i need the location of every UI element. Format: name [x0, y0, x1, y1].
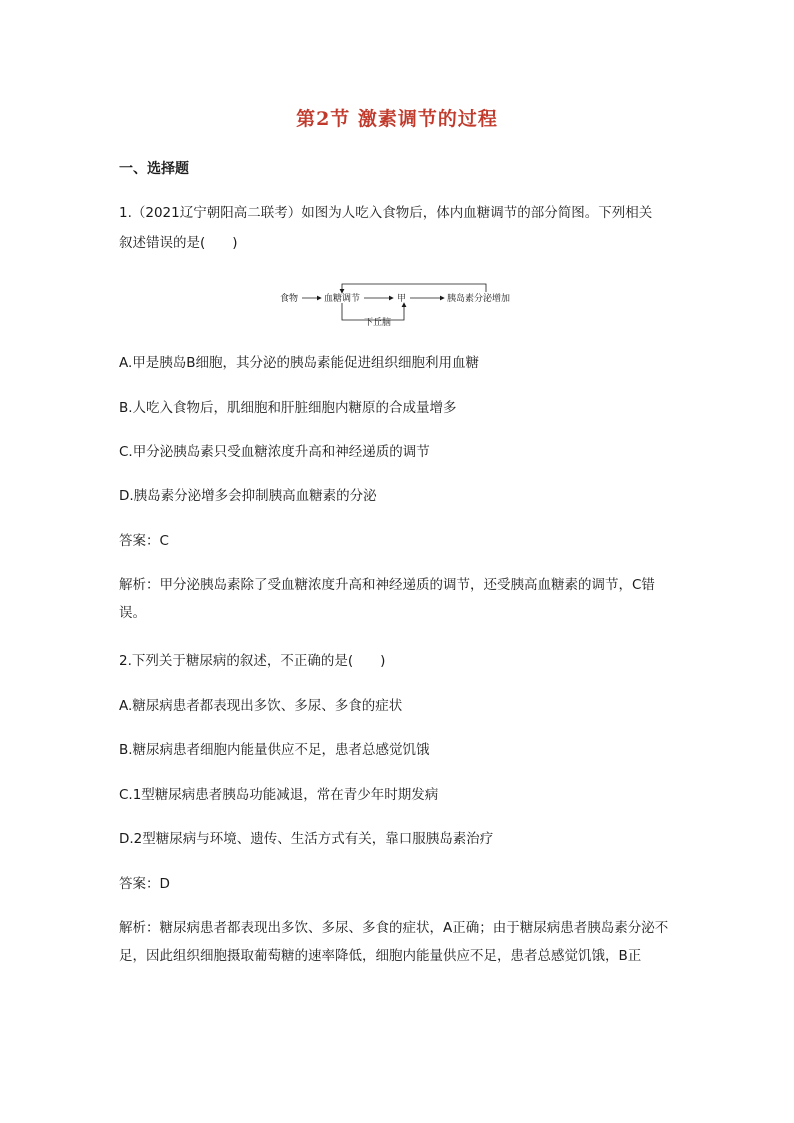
q1-stem-line2: 叙述错误的是( ) [119, 235, 238, 251]
q1-answer: 答案：C [119, 533, 169, 549]
blood-sugar-diagram [280, 282, 530, 328]
q1-option-d: D.胰岛素分泌增多会抑制胰高血糖素的分泌 [119, 488, 377, 504]
q1-stem-line1: 1.（2021辽宁朝阳高二联考）如图为人吃入食物后，体内血糖调节的部分简图。下列相关 [119, 205, 653, 221]
q1-option-b: B.人吃入食物后，肌细胞和肝脏细胞内糖原的合成量增多 [119, 400, 457, 416]
section-heading: 一、选择题 [119, 161, 189, 177]
diagram-food: 食物 [280, 294, 299, 304]
diagram-hypothalamus: 下丘脑 [364, 318, 392, 328]
q2-stem: 2.下列关于糖尿病的叙述，不正确的是( ) [119, 653, 386, 669]
page-title: 第2节 激素调节的过程 [296, 108, 498, 130]
diagram-insulin-increase: 胰岛素分泌增加 [447, 294, 511, 304]
q1-analysis: 解析：甲分泌胰岛素除了受血糖浓度升高和神经递质的调节，还受胰高血糖素的调节，C错误。 [119, 577, 655, 621]
q2-option-b: B.糖尿病患者细胞内能量供应不足，患者总感觉饥饿 [119, 742, 430, 758]
q2-option-a: A.糖尿病患者都表现出多饮、多尿、多食的症状 [119, 698, 403, 714]
q2-option-d: D.2型糖尿病与环境、遗传、生活方式有关，靠口服胰岛素治疗 [119, 831, 494, 847]
feedback-arrow [342, 284, 486, 293]
q2-option-c: C.1型糖尿病患者胰岛功能减退，常在青少年时期发病 [119, 787, 439, 803]
diagram-regulation: 血糖调节 [324, 294, 361, 304]
diagram-jia: 甲 [397, 294, 407, 304]
q2-analysis: 解析：糖尿病患者都表现出多饮、多尿、多食的症状，A正确；由于糖尿病患者胰岛素分泌不足，因此组织细胞摄取葡萄糖的速率降低，细胞内能量供应不足，患者总感觉饥饿，B正 [119, 920, 669, 964]
q1-option-c: C.甲分泌胰岛素只受血糖浓度升高和神经递质的调节 [119, 444, 430, 460]
q1-option-a: A.甲是胰岛B细胞，其分泌的胰岛素能促进组织细胞利用血糖 [119, 355, 480, 371]
q2-answer: 答案：D [119, 876, 170, 892]
